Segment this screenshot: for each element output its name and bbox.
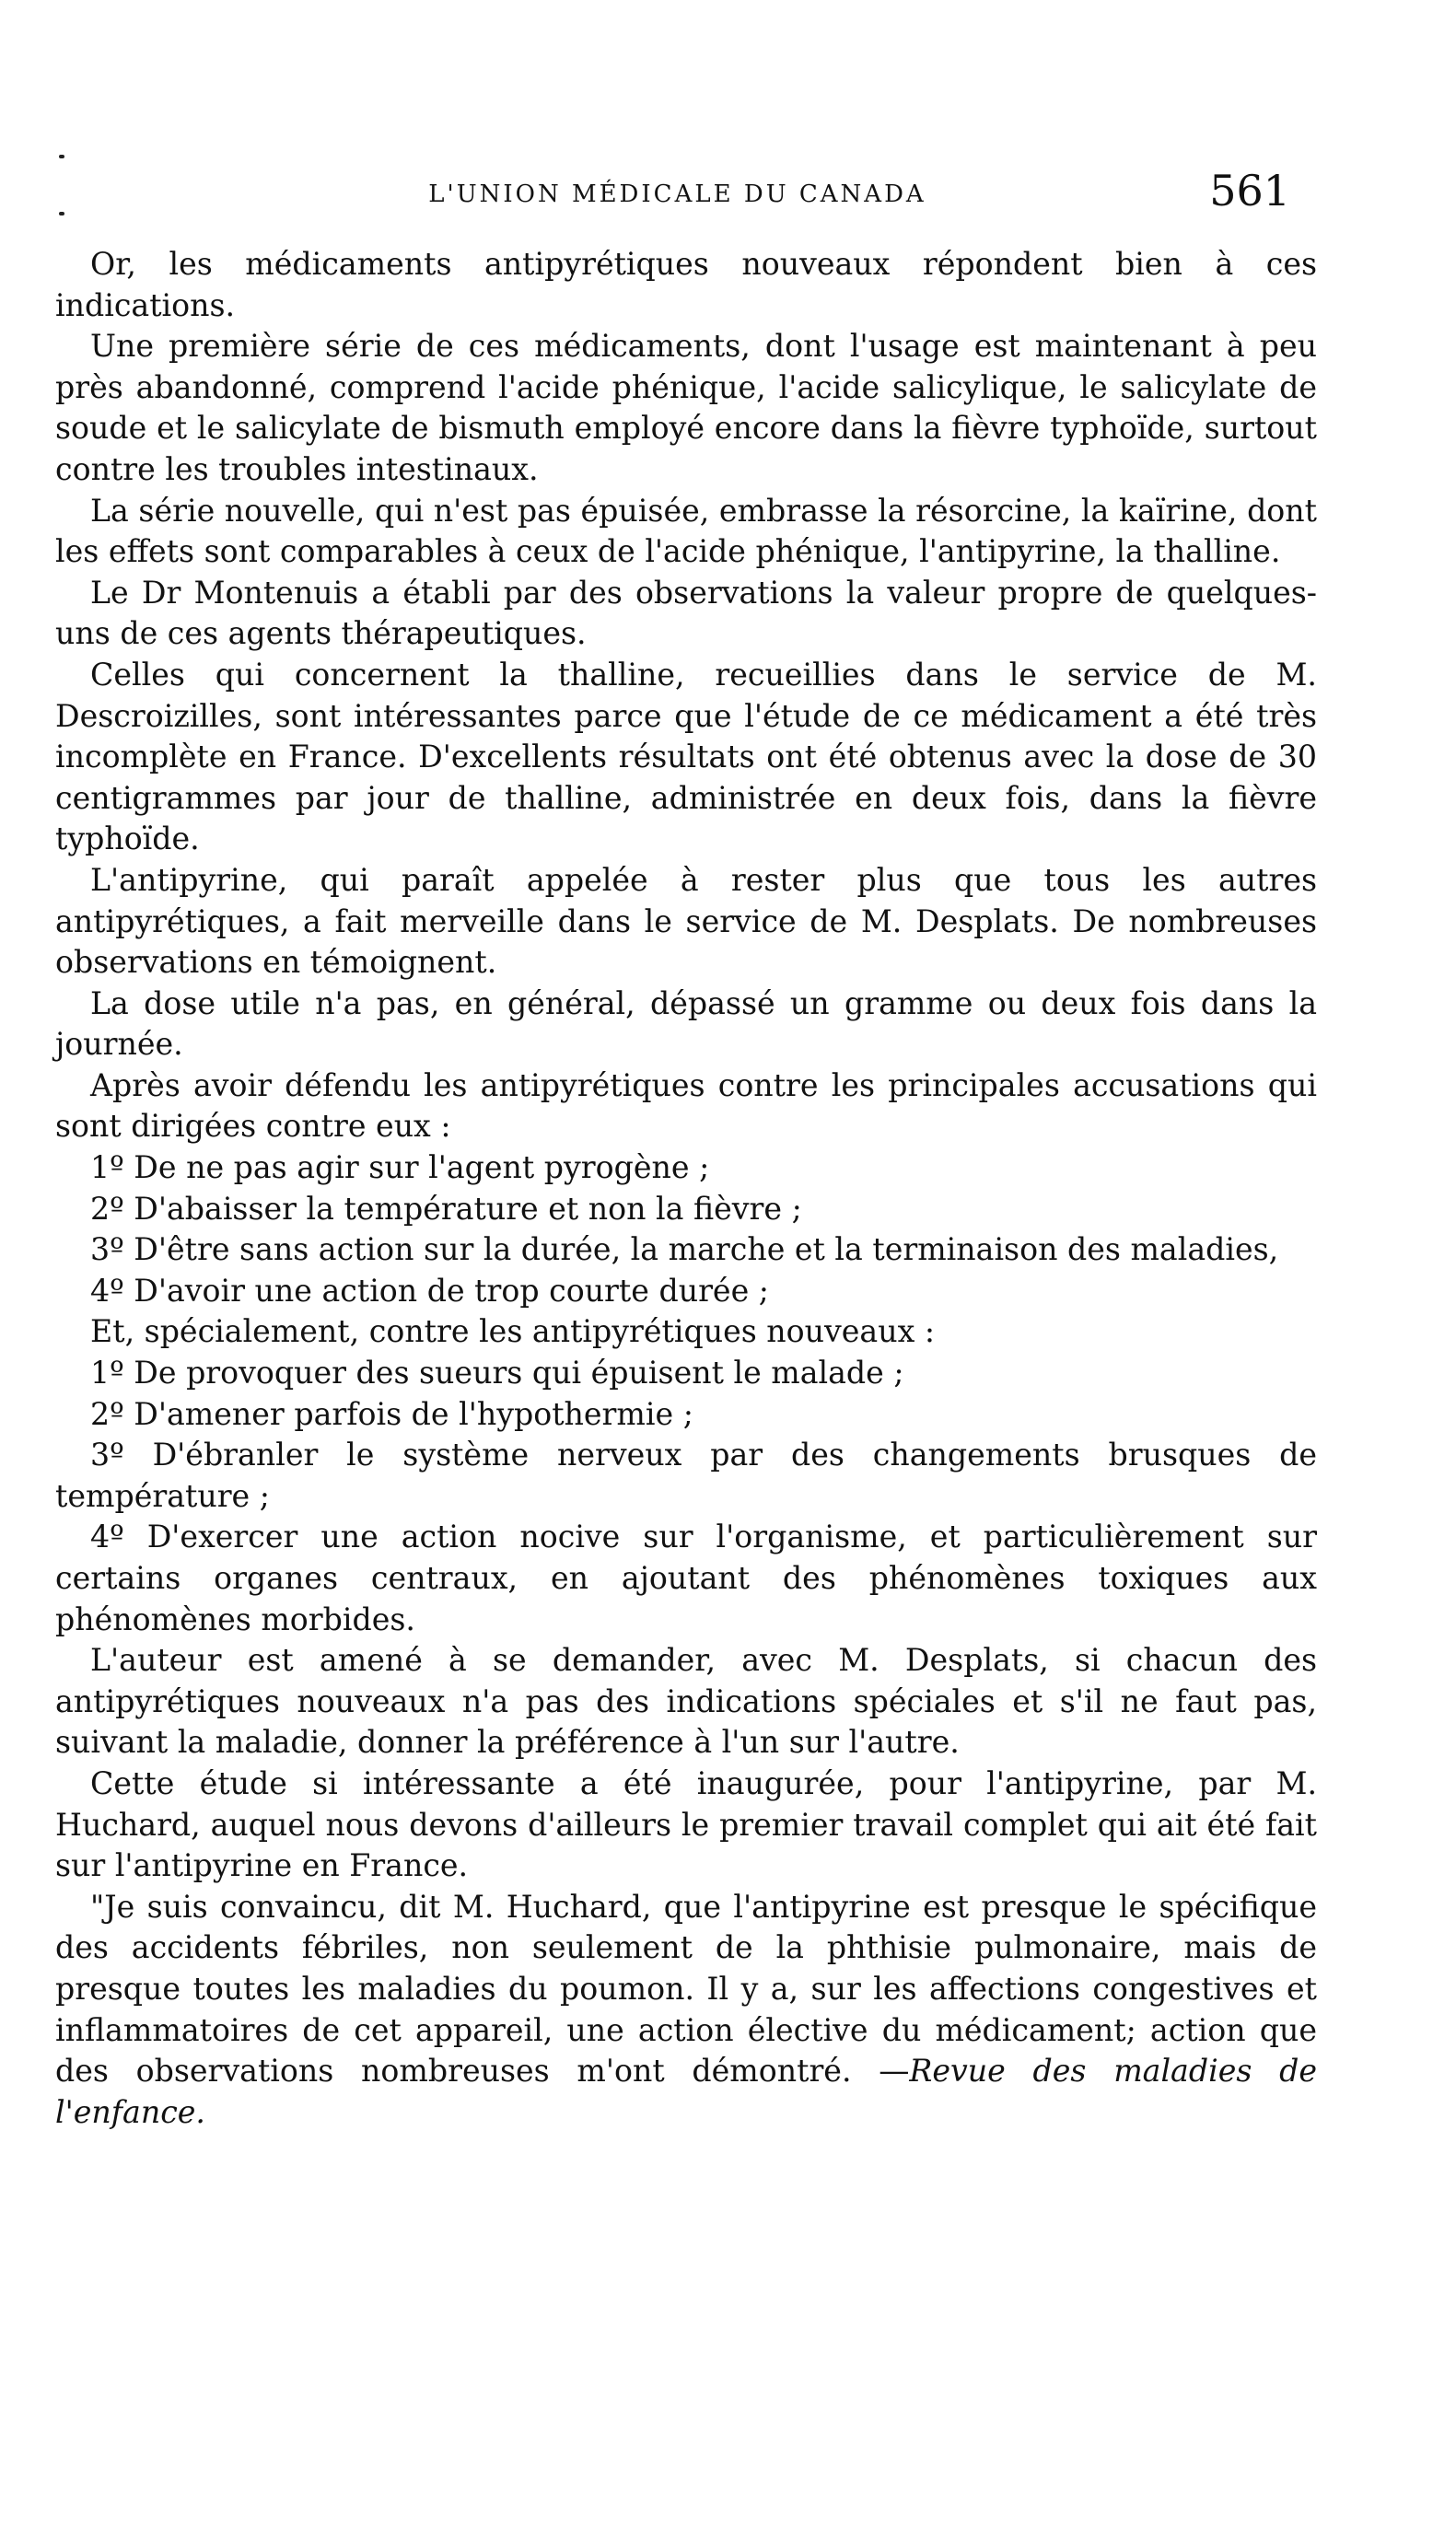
list-item: 3º D'être sans action sur la durée, la marche et la terminaison des maladies, [90,1231,1279,1268]
paragraph: La série nouvelle, qui n'est pas épuisée, embrasse la résorcine, la kaïrine, dont les effets sont comparables à ceux de l'acide phénique, l'antipyrine, la thalline. [55,492,1317,570]
list-item: 2º D'abaisser la température et non la fièvre ; [90,1190,802,1227]
paragraph: Cette étude si intéressante a été inaugurée, pour l'antipyrine, par M. Huchard, auquel nous devons d'ailleurs le premier travail complet qui ait été fait sur l'antipyrine en France. [55,1764,1317,1884]
paragraph: L'auteur est amené à se demander, avec M. Desplats, si chacun des antipyrétiques nouveaux n'a pas des indications spéciales et s'il ne faut pas, suivant la maladie, donner la préférence à l'un sur l'autre. [55,1642,1317,1761]
paragraph: Celles qui concernent la thalline, recueillies dans le service de M. Descroizilles, sont intéressantes parce que l'étude de ce médicament a été très incomplète en France. D'excellents résultats ont été obtenus avec la dose de 30 centigrammes par jour de thalline, administrée en deux fois, dans la fièvre typhoïde. [55,656,1317,857]
print-speck [59,155,64,158]
list-item: 1º De ne pas agir sur l'agent pyrogène ; [90,1149,710,1186]
list-item: 1º De provoquer des sueurs qui épuisent le malade ; [90,1355,904,1391]
page-header [55,166,1299,221]
list-item: 4º D'exercer une action nocive sur l'organisme, et particulièrement sur certains organes centraux, en ajoutant des phénomènes toxiques aux phénomènes morbides. [55,1519,1317,1637]
paragraph: Après avoir défendu les antipyrétiques contre les principales accusations qui sont dirigées contre eux : [55,1066,1317,1145]
paragraph: Une première série de ces médicaments, dont l'usage est maintenant à peu près abandonné, comprend l'acide phénique, l'acide salicylique, le salicylate de soude et le salicylate de bismuth employé encore dans la fièvre typhoïde, surtout contre les troubles intestinaux. [55,328,1317,487]
source-citation: Revue des maladies de l'enfance. [55,2053,1317,2130]
list-item: 2º D'amener parfois de l'hypothermie ; [90,1395,693,1432]
running-title: L'UNION MÉDICALE DU CANADA [428,180,926,208]
paragraph: Or, les médicaments antipyrétiques nouveaux répondent bien à ces indications. [55,246,1317,323]
paragraph: L'antipyrine, qui paraît appelée à rester plus que tous les autres antipyrétiques, a fait merveille dans le service de M. Desplats. De nombreuses observations en témoignent. [55,861,1317,981]
paragraph: Le Dr Montenuis a établi par des observations la valeur propre de quelques-uns de ces agents thérapeutiques. [55,574,1317,652]
page-number: 561 [1209,166,1290,215]
list-item: 4º D'avoir une action de trop courte durée ; [90,1272,769,1309]
paragraph: Et, spécialement, contre les antipyrétiques nouveaux : [90,1313,936,1350]
article-body [55,244,1317,2133]
quotation-text: "Je suis convaincu, dit M. Huchard, que l'antipyrine est presque le spécifique des accidents fébriles, non seulement de la phthisie pulmonaire, mais de presque toutes les maladies du poumon. Il y a, sur les affections congestives et inflammatoires de cet appareil, une action élective du médicament; action que des observations nombreuses m'ont démontré. — [55,1888,1317,2090]
paragraph: La dose utile n'a pas, en général, dépassé un gramme ou deux fois dans la journée. [55,984,1317,1063]
quotation [55,1887,1317,2134]
list-item: 3º D'ébranler le système nerveux par des changements brusques de température ; [55,1437,1317,1514]
